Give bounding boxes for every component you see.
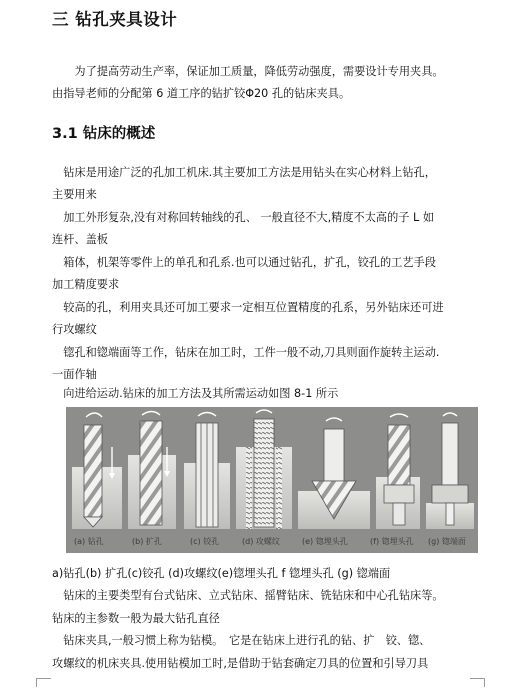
body-line: 加工精度要求 bbox=[52, 278, 120, 291]
intro-line-1: 为了提高劳动生产率，保证加工质量，降低劳动强度，需要设计专用夹具。 bbox=[52, 65, 444, 78]
body-line: 钻床夹具,一般习惯上称为钻模。 它是在钻床上进行孔的钻、扩 铰、锪、 bbox=[52, 634, 431, 647]
body-line: 加工外形复杂,没有对称回转轴线的孔、 一般直径不大,精度不太高的子 L 如 bbox=[52, 211, 435, 224]
figure-caption-text: a)钻孔(b) 扩孔(c)铰孔 (d)攻螺纹(e)锪埋头孔 f 锪埋头孔 (g) 锪端面 bbox=[52, 567, 391, 580]
body-line: 向进给运动.钻床的加工方法及其所需运动如图 8-1 所示 bbox=[52, 387, 339, 400]
body-line: 锪孔和锪端面等工作，钻床在加工时，工件一般不动,刀具则面作旋转主运动. bbox=[52, 346, 440, 359]
body-line: 主要用来 bbox=[52, 188, 97, 201]
figure-captions bbox=[66, 531, 478, 553]
drilling-methods-figure bbox=[66, 407, 478, 553]
margin-corner-right bbox=[470, 678, 485, 687]
section-title: 3.1 钻床的概述 bbox=[52, 126, 156, 142]
body-line: 一面作轴 bbox=[52, 368, 97, 381]
body-line: 钻床是用途广泛的孔加工机床.其主要加工方法是用钻头在实心材料上钻孔， bbox=[52, 166, 436, 179]
caption-f: (f) 锪埋头孔 bbox=[370, 537, 414, 546]
margin-corner-left bbox=[36, 678, 51, 687]
body-line: 行攻螺纹 bbox=[52, 323, 97, 336]
body-line: 较高的孔，利用夹具还可加工要求一定相互位置精度的孔系，另外钻床还可进 bbox=[52, 301, 444, 314]
chapter-heading: 三 钻孔夹具设计 bbox=[52, 10, 178, 29]
caption-c: (c) 铰孔 bbox=[190, 537, 220, 546]
body-line: 钻床的主参数一般为最大钻孔直径 bbox=[52, 612, 220, 625]
body-line: 箱体，机架等零件上的单孔和孔系.也可以通过钻孔，扩孔，铰孔的工艺手段 bbox=[52, 256, 436, 269]
caption-b: (b) 扩孔 bbox=[132, 537, 162, 546]
tool-ream bbox=[184, 413, 230, 530]
body-line: 钻床的主要类型有台式钻床、立式钻床、摇臂钻床、铣钻床和中心孔钻床等。 bbox=[52, 589, 444, 602]
caption-a: (a) 钻孔 bbox=[74, 537, 104, 546]
caption-d: (d) 攻螺纹 bbox=[242, 537, 280, 546]
tool-countersink-f bbox=[376, 414, 420, 529]
tool-countersink-e bbox=[298, 418, 370, 529]
tool-spotface bbox=[426, 413, 474, 529]
tool-drill bbox=[72, 413, 122, 529]
body-line: 连杆、盖板 bbox=[52, 233, 108, 246]
caption-e: (e) 锪埋头孔 bbox=[302, 537, 348, 546]
body-line: 攻螺纹的机床夹具.使用钻模加工时,是借助于钻套确定刀具的位置和引导刀具 bbox=[52, 657, 429, 670]
caption-g: (g) 锪端面 bbox=[428, 537, 466, 546]
intro-line-2: 由指导老师的分配第 6 道工序的钻扩铰Φ20 孔的钻床夹具。 bbox=[52, 87, 351, 100]
tool-tap bbox=[236, 410, 292, 529]
tool-enlarge bbox=[128, 412, 176, 530]
